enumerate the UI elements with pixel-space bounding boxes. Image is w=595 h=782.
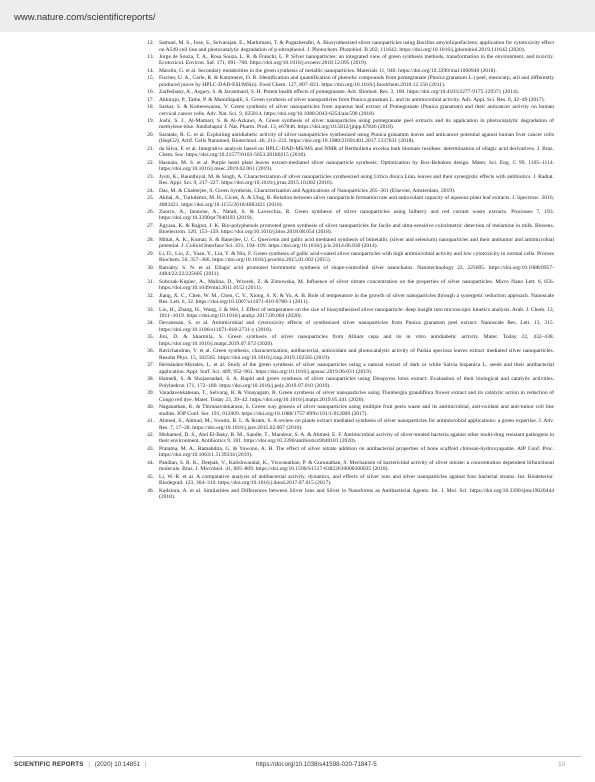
reference-item [142,432,554,445]
reference-text[interactable]: Sarkar, S. & Kotteeswaran, V. Green synthesis of silver nanoparticles from aqueous leaf extract of Pomegranate (Punica granatum) and their anticancer activity on human cervical cancer cells. Adv. Nat. Sci. 9, 025014. https://doi.org/10.1088/2043-6254/aac590 (2018). [159,103,554,117]
reference-text[interactable]: Hasnain, M. S. et al. Purple heart plant leaves extract-mediated silver nanoparticle synthesis: Optimization by Box-Behnken design. Mater. Sci. Eng. C 99, 1105–1114. https://doi.org/10.1016/j.msec.2019.02.061 (2019). [159,159,554,173]
reference-number: 24. [147,187,154,194]
reference-item [142,132,554,145]
reference-text[interactable]: Akbal, A., Turkdemir, M. H., Cicek, A. & Ulug, B. Relation between silver nanoparticle formation rate and antioxidant capacity of aqueous plant leaf extracts. J. Spectrosc. 2016, 4083421. https://doi.org/10.1155/2016/4083421 (2016). [159,195,554,208]
reference-item [142,320,554,333]
reference-number: 46. [147,487,154,494]
reference-number: 29. [147,250,154,257]
reference-text[interactable]: Devanesan, S. et al. Antimicrobial and cytotoxicity effects of synthesized silver nanoparticles from Punica granatum peel extract. Nanoscale Res. Lett. 13, 315. https://doi.org/10.1186/s11671-018-2731-y (2018). [159,320,554,333]
reference-item [142,446,554,459]
reference-number: 39. [147,390,154,397]
reference-number: 12. [147,40,154,46]
reference-text[interactable]: Jigyasa, K. & Rajput, J. K. Bio-polyphenols promoted green synthesis of silver nanoparticles for facile and ultra-sensitive colorimetric detection of melamine in milk. Biosens. Bioelectron. 120, 153–159. https://doi.org/10.1016/j.bios.2018.08.054 (2018). [159,222,554,236]
reference-text[interactable]: Hamedi, S. & Shojaosadati, S. A. Rapid and green synthesis of silver nanoparticles using Diospyros lotus extract: Evaluation of their biological and catalytic activities. Polyhedron 171, 172–180. https://doi.org/10.1016/j.poly.2019.07.010 (2019). [159,376,554,389]
reference-number: 33. [147,306,154,313]
reference-text[interactable]: Jorge de Souza, T. A., Rosa Souza, L. R. & Franchi, L. P. Silver nanoparticles: an integrated view of green synthesis methods, transformation in the environment, and toxicity. Ecotoxicol. Environ. Saf. 171, 691–700. https://doi.org/10.1016/j.ecoenv.2018.12.095 (2019). [159,53,554,67]
reference-item [142,188,554,195]
reference-item [142,223,554,236]
reference-number: 17. [147,96,154,103]
reference-text[interactable]: Pratama, M. A., Ramahdita, G. & Yuwono, A. H. The effect of silver nitrate addition on antibacterial properties of bone scaffold chitosan-hydroxyapatite. AIP Conf. Proc. https://doi.org/10.1063/1.5139334 (2019). [159,445,554,459]
reference-text[interactable]: Mittal, A. K., Kumar, S. & Banerjee, U. C. Quercetin and gallic acid mediated synthesis of bimetallic (silver and selenium) nanoparticles and their antitumor and antimicrobial potential. J. Colloid Interface Sci. 431, 194–199. https://doi.org/10.1016/j.jcis.2014.06.030 (2014). [159,236,554,250]
page-number: 10 [558,761,565,768]
page-header-bar [0,0,595,32]
site-url[interactable]: www.nature.com/scientificreports/ [14,12,156,23]
reference-item [142,279,554,292]
reference-item [142,89,554,96]
footer-separator-2: | [144,761,147,768]
reference-number: 38. [147,376,154,383]
reference-item [142,348,554,361]
reference-item [142,97,554,104]
reference-item [142,118,554,131]
reference-item [142,460,554,473]
reference-item [142,488,554,501]
reference-number: 32. [147,292,154,299]
reference-text[interactable]: Li, D., Liu, Z., Yuan, Y., Liu, Y. & Niu, F. Green synthesis of gallic acid-coated silver nanoparticles with high antimicrobial activity and low cytotoxicity to normal cells. Process Biochem. 50, 357–366. https://doi.org/10.1016/j.procbio.2015.01.002 (2015). [159,250,554,264]
reference-text[interactable]: Das, M. & Chatterjee, S. Green Synthesis, Characterization and Applications of Nanoparticles 265–301 (Elsevier, Amsterdam, 2019). [159,187,456,194]
reference-text[interactable]: Barnaby, S. N. et al. Ellagic acid promoted biomimetic synthesis of shape-controlled silver nanochains. Nanotechnology 22, 225605. https://doi.org/10.1088/0957-4484/22/22/225605 (2011). [159,264,554,278]
reference-text[interactable]: Fischer, U. A., Carle, R. & Kammerer, D. R. Identification and quantification of phenolic compounds from pomegranate (Punica granatum L.) peel, mesocarp, aril and differently produced juices by HPLC-DAD-ESI/MS(n). Food Chem. 127, 807–821. https://doi.org/10.1016/j.foodchem.2010.12.156 (2011). [159,75,554,88]
reference-item [142,376,554,389]
reference-number: 18. [147,103,154,110]
reference-number: 21. [147,145,154,152]
reference-number: 22. [147,159,154,166]
reference-number: 15. [147,75,154,82]
reference-text[interactable]: Jiang, X. C., Chen, W. M., Chen, C. Y., Xiong, S. X. & Yu, A. B. Role of temperature in the growth of silver nanoparticles through a synergetic reduction approach. Nanoscale Res. Lett. 6, 32. https://doi.org/10.1007/s11671-010-9780-1 (2011). [159,292,554,306]
reference-text[interactable]: Saratale, R. G. et al. Exploiting antidiabetic activity of silver nanoparticles synthesized using Punica granatum leaves and anticancer potential against human liver cancer cells (HepG2). Artif. Cells Nanomed. Biotechnol. 46, 211–222. https://doi.org/10.1080/21691401.2017.1337031 (2018). [159,131,554,145]
reference-text[interactable]: Akkiraju, P., Tathe, P. & Mamillapalli, S. Green synthesis of silver nanoparticles from Punica granatum L. and its antimicrobial activity. Adv. Appl. Sci. Res. 8, 42–49 (2017). [159,96,545,103]
reference-number: 13. [147,53,154,60]
reference-text[interactable]: Naganathan, K. & Thirunavukkarasu, S. Green way genesis of silver nanoparticles using multiple fruit peels waste and its antimicrobial, anti-oxidant and anti-tumor cell line studies. IOP Conf. Ser. 191, 012009. https://doi.org/10.1088/1757-899x/191/1/012009 (2017). [159,404,554,417]
reference-number: 19. [147,117,154,124]
reference-number: 16. [147,89,154,96]
reference-number: 35. [147,334,154,341]
reference-text[interactable]: Ravichandran, V. et al. Green synthesis, characterization, antibacterial, antioxidant and photocatalytic activity of Parkia speciosa leaves extract mediated silver nanoparticles. Results Phys. 15, 102565. https://doi.org/10.1016/j.rinp.2019.102565 (2019). [159,348,554,361]
reference-text[interactable]: da Silva, F. et al. Integrative analysis based on HPLC-DAD-MS/MS and NMR of Bertholletia excelsa bark biomass residues: determination of ellagic acid derivatives. J. Braz. Chem. Soc. https://doi.org/10.21577/0103-5053.20180215 (2018). [159,145,554,159]
journal-name: SCIENTIFIC REPORTS [14,761,84,768]
reference-item [142,75,554,88]
reference-item [142,334,554,347]
page-footer [14,761,581,771]
reference-item [142,251,554,264]
reference-text[interactable]: Jini, D. & Sharmila, S. Green synthesis of silver nanoparticles from Allium cepa and its in vitro antidiabetic activity. Mater. Today 22, 432–438. https://doi.org/10.1016/j.matpr.2019.07.672 (2020). [159,334,554,347]
reference-text[interactable]: Varadavenkatesan, T., Selvaraj, R. & Vinayagam, R. Green synthesis of silver nanoparticles using Thunbergia grandiflora flower extract and its catalytic action in reduction of Congo red dye. Mater. Today 23, 39–42. https://doi.org/10.1016/j.matpr.2019.05.441 (2020). [159,390,554,403]
reference-text[interactable]: Li, W.-R. et al. A comparative analysis of antibacterial activity, dynamics, and effects of silver ions and silver nanoparticles against four bacterial strains. Int. Biodeterior. Biodegrad. 123, 304–310. https://doi.org/10.1016/j.ibiod.2017.07.015 (2017). [159,473,554,487]
reference-item [142,307,554,320]
reference-item [142,237,554,250]
reference-item [142,54,554,67]
reference-item [142,418,554,431]
reference-text[interactable]: Marslin, G. et al. Secondary metabolites in the green synthesis of metallic nanoparticles. Materials 11, 940. https://doi.org/10.3390/ma11060940 (2018). [159,67,497,74]
reference-number: 27. [147,222,154,229]
reference-text[interactable]: Joshi, S. J., Al-Mamari, S. & Al-Azkawi, A. Green synthesis of silver nanoparticles using pomegranate peel extracts and its application in photocatalytic degradation of methylene blue. Jundishapur J. Nat. Pharm. Prod. 13, e67846. https://doi.org/10.5812/jjnpp.67846 (2018). [159,117,554,131]
reference-item [142,68,554,75]
reference-number: 26. [147,208,154,215]
reference-number: 41. [147,418,154,424]
reference-item [142,160,554,173]
reference-number: 14. [147,67,154,74]
reference-text[interactable]: Pandian, S. R. K., Deepak, V., Kalishwaralal, K., Viswanathan, P. & Gurunathan, S. Mechanism of bactericidal activity of silver nitrate: a concentration dependent bifunctional molecule. Braz. J. Microbiol. 41, 805–809. https://doi.org/10.1590/S1517-83822010000300035 (2010). [159,459,554,473]
reference-text[interactable]: Samuel, M. S., Jose, S., Selvarajan, E., Mathimani, T. & Pugazhendhi, A. Biosynthesized silver nanoparticles using Bacillus amyloliquefaciens; application for cytotoxicity effect on A549 cell line and photocatalytic degradation of p-nitrophenol. J. Photochem. Photobiol. B 202, 111642. https://doi.org/10.1016/j.jphotobiol.2019.111642 (2020). [159,40,554,53]
reference-text[interactable]: Mohamed, D. S., Abd El-Baky, R. M., Sandle, T., Mandour, S. A. & Ahmed, E. F. Antimicrobial activity of silver-treated bacteria against other multi-drug resistant pathogens in their environment. Antibiotics 9, 181. https://doi.org/10.3390/antibiotics9040181 (2020). [159,431,554,445]
reference-number: 44. [147,459,154,466]
reference-item [142,474,554,487]
reference-text[interactable]: Kędziora, A. et al. Similarities and Differences between Silver Ions and Silver in Nanoforms as Antibacterial Agents. Int. J. Mol. Sci. https://doi.org/10.3390/ijms19020444 (2018). [159,487,554,501]
reference-item [142,195,554,208]
reference-number: 37. [147,362,154,369]
reference-number: 42. [147,431,154,438]
reference-text[interactable]: Zarfeshany, A., Asgary, S. & Javanmard, S. H. Potent health effects of pomegranate. Adv. Biomed. Res. 3, 100. https://doi.org/10.4103/2277-9175.129371 (2014). [159,89,519,96]
reference-list [142,40,554,502]
article-doi-link[interactable]: https://doi.org/10.1038/s41598-020-71847-5 [256,761,377,768]
reference-text[interactable]: Zuorro, A., Iannone, A., Natali, S. & Lavecchia, R. Green synthesis of silver nanoparticles using bilberry and red currant waste extracts. Processes 7, 193. https://doi.org/10.3390/pr7040193 (2019). [159,208,554,222]
reference-text[interactable]: Jyoti, K., Baunthiyal, M. & Singh, A. Characterization of silver nanoparticles synthesized using Urtica dioica Linn. leaves and their synergistic effects with antibiotics. J. Radiat. Res. Appl. Sci. 9, 217–227. https://doi.org/10.1016/j.jrras.2015.10.002 (2016). [159,173,554,187]
reference-number: 25. [147,195,154,201]
reference-text[interactable]: Sobczak-Kupiec, A., Malina, D., Wzorek, Z. & Zimowska, M. Influence of silver nitrate concentration on the properties of silver nanoparticles. Micro Nano Lett. 6, 656. https://doi.org/10.1049/mnl.2011.0152 (2011). [159,278,554,292]
reference-item [142,209,554,222]
reference-item [142,104,554,117]
reference-item [142,40,554,53]
footer-separator: | [88,761,90,768]
reference-item [142,146,554,159]
reference-item [142,174,554,187]
article-citation: (2020) 10:14851 [94,761,141,768]
reference-item [142,265,554,278]
reference-text[interactable]: Hernández-Morales, L. et al. Study of the green synthesis of silver nanoparticles using a natural extract of dark or white Salvia hispanica L. seeds and their antibacterial application. Appl. Surf. Sci. 489, 952–961. https://doi.org/10.1016/j.apsusc.2019.06.031 (2019). [159,362,554,375]
reference-number: 34. [147,320,154,327]
footer-divider [14,756,581,757]
reference-item [142,293,554,306]
reference-text[interactable]: Liu, H., Zhang, H., Wang, J. & Wei, J. Effect of temperature on the size of biosynthesized silver nanoparticle: deep insight into microscopic kinetics analysis. Arab. J. Chem. 13, 1011–1019. https://doi.org/10.1016/j.arabjc.2017.09.004 (2020). [159,306,554,320]
reference-item [142,362,554,375]
reference-item [142,390,554,403]
reference-number: 43. [147,445,154,452]
reference-number: 31. [147,278,154,285]
reference-text[interactable]: Ahmed, S., Ahmad, M., Swami, B. L. & Ikram, S. A review on plants extract mediated synthesis of silver nanoparticles for antimicrobial applications: a green expertise. J. Adv. Res. 7, 17–28. https://doi.org/10.1016/j.jare.2015.02.007 (2016). [159,418,554,431]
reference-number: 36. [147,348,154,355]
reference-number: 40. [147,404,154,411]
reference-number: 45. [147,473,154,480]
reference-item [142,404,554,417]
reference-number: 23. [147,173,154,180]
reference-number: 20. [147,131,154,138]
reference-number: 28. [147,236,154,243]
reference-number: 30. [147,264,154,271]
